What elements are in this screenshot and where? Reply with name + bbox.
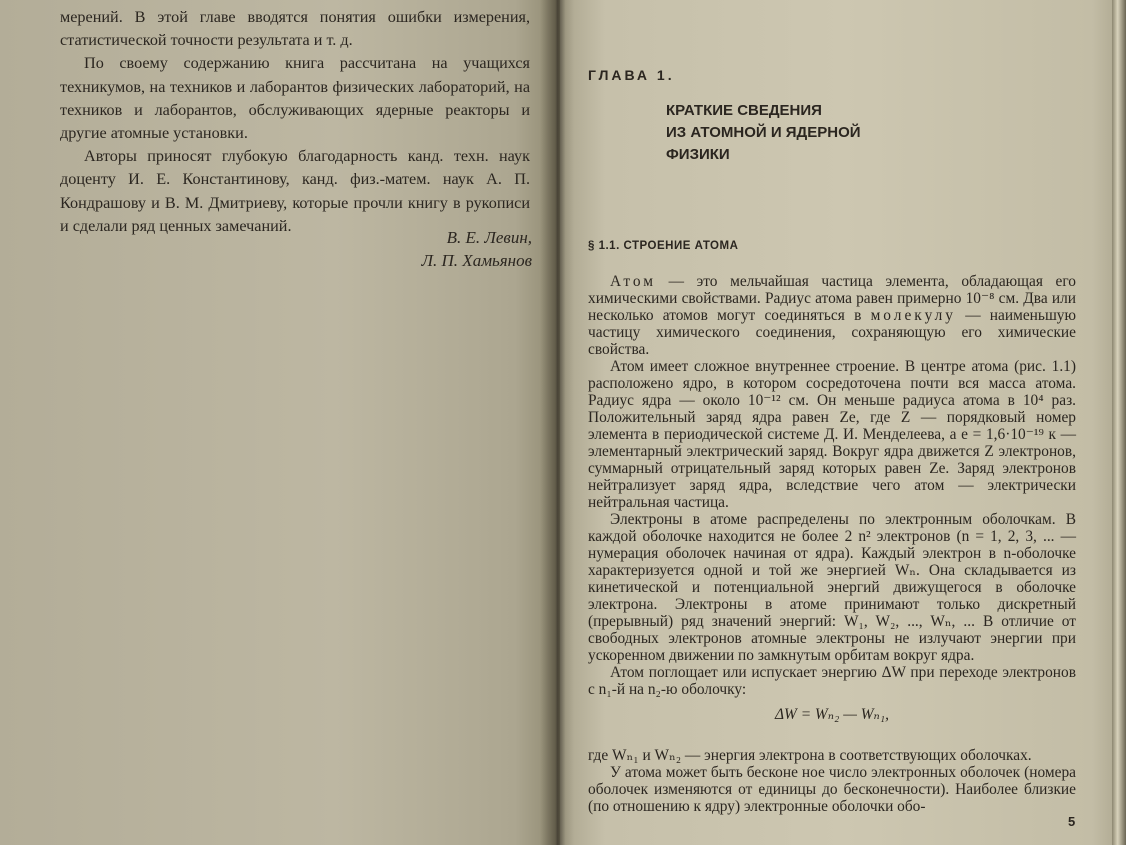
book-gutter: [540, 0, 574, 845]
right-paragraph: где Wₙ₁ и Wₙ₂ — энергия электрона в соответствующих оболочках.: [588, 747, 1032, 764]
right-paragraph: Атом поглощает или испускает энергию ΔW при переходе электронов с n₁-й на n₂-ю оболочку:: [588, 664, 1076, 698]
chapter-label: ГЛАВА 1.: [588, 67, 675, 83]
formula: ΔW = Wₙ₂ — Wₙ₁,: [775, 706, 889, 723]
spaced-term: молекулу: [870, 307, 956, 324]
page-edge: [1112, 0, 1126, 845]
text-run: — наименьшую частицу химического соединения, сохраняющую его химические свойства.: [588, 307, 1076, 358]
chapter-title: [666, 100, 926, 166]
right-paragraph: [588, 273, 1076, 358]
left-paragraph: По своему содержанию книга рассчитана на учащихся техникумов, на техников и лаборантов физических лабораторий, на техников и лаборантов, обслуживающих ядерные реакторы и другие атомные установки.: [60, 54, 530, 143]
right-paragraph: У атома может быть бесконе ное число электронных оболочек (номера оболочек изменяются от единицы до бесконечности). Наиболее близкие (по отношению к ядру) электронные оболочки обо-: [588, 764, 1076, 815]
right-paragraph: Атом имеет сложное внутреннее строение. В центре атома (рис. 1.1) расположено ядро, в котором сосредоточена почти вся масса атома. Радиус ядра — около 10⁻¹² см. Он меньше радиуса атома в 10⁴ раз. Положительный заряд ядра равен Ze, где Z — порядковый номер элемента в периодической системе Д. И. Менделеева, а e = 1,6·10⁻¹⁹ к — элементарный электрический заряд. Вокруг ядра движется Z электронов, суммарный отрицательный заряд которых равен Ze. Заряд электронов нейтрализует заряд ядра, вследствие чего атом — электрически нейтральная частица.: [588, 358, 1076, 511]
right-paragraph: Электроны в атоме распределены по электронным оболочкам. В каждой оболочке находится не более 2 n² электронов (n = 1, 2, 3, ... — нумерация оболочек начиная от ядра). Каждый электрон в n-оболочке характеризуется одной и той же энергией Wₙ. Она складывается из кинетической и потенциальной энергий движущегося в оболочке электрона. Электроны в атоме принимают только дискретный (прерывный) ряд значений энергий: W₁, W₂, ..., Wₙ, ... В отличие от свободных электронов атомные электроны не излучают энергии при ускоренном движении по замкнутым орбитам вокруг ядра.: [588, 511, 1076, 664]
chapter-title-line: ФИЗИКИ: [666, 146, 730, 163]
spaced-term: Атом: [610, 273, 657, 290]
text-run: — это мельчайшая частица элемента, обладающая его химическими свойствами. Радиус атома равен примерно 10⁻⁸ см. Два или несколько атомов могут соединяться в: [588, 273, 1076, 324]
signature-line: В. Е. Левин,: [446, 228, 532, 247]
authors-signature: [300, 226, 532, 272]
signature-line: Л. П. Хамьянов: [421, 251, 532, 270]
page-number: 5: [1068, 814, 1076, 829]
left-paragraph: мерений. В этой главе вводятся понятия ошибки измерения, статистической точности результата и т. д.: [60, 8, 530, 50]
section-title: § 1.1. СТРОЕНИЕ АТОМА: [588, 240, 739, 252]
chapter-title-line: ИЗ АТОМНОЙ И ЯДЕРНОЙ: [666, 124, 861, 141]
chapter-title-line: КРАТКИЕ СВЕДЕНИЯ: [666, 102, 822, 119]
right-page-text: [588, 273, 1076, 815]
left-page-text: [60, 6, 530, 238]
left-paragraph: Авторы приносят глубокую благодарность канд. техн. наук доценту И. Е. Константинову, канд. физ.-матем. наук А. П. Кондрашову и В. М. Дмитриеву, которые прочли книгу в рукописи и сделали ряд ценных замечаний.: [60, 147, 530, 235]
